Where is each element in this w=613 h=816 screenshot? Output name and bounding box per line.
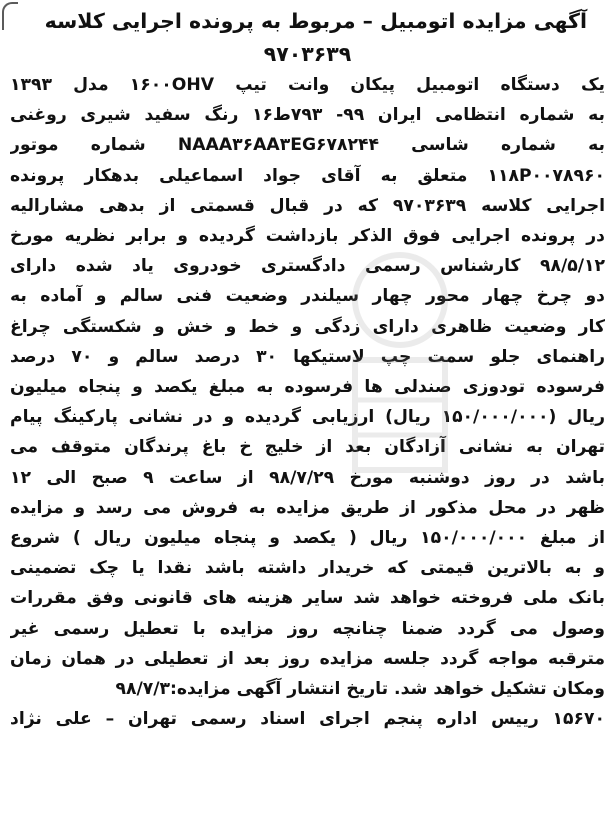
notice-title: آگهی مزایده اتومبیل – مربوط به پرونده اجرایی کلاسه (44, 9, 587, 33)
body-line: ظهر در محل مذکور از طریق مزایده به فروش می رسد و مزایده (10, 497, 605, 518)
notice-body (10, 70, 605, 704)
body-line: و به بالاترین قیمتی که خریدار داشته باشد نقدا یا چک تضمینی (10, 558, 605, 579)
body-line: دو چرخ چهار محور چهار سیلندر وضعیت فنی سالم و آماده به (10, 286, 605, 307)
clipping-corner-mark (2, 2, 18, 30)
body-line: ۱۱۸P۰۰۷۸۹۶۰ متعلق به آقای جواد اسماعیلی بدهکار پرونده (10, 165, 605, 186)
body-line: تهران به نشانی آزادگان بعد از خلیج خ باغ پرندگان متوقف می (10, 437, 605, 458)
body-line: راهنمای جلو سمت چپ لاستیکها ۳۰ درصد سالم و ۷۰ درصد (10, 346, 605, 367)
body-line: از مبلغ ۱۵۰/۰۰۰/۰۰۰ ریال ( یکصد و پنجاه میلیون ریال ) شروع (10, 528, 605, 549)
body-line: به شماره انتظامی ایران ۹۹- ۷۹۳ط۱۶ رنگ سفید شیری روغنی (10, 105, 605, 126)
body-line: به شماره شاسی NAAA۳۶AA۳EG۶۷۸۲۴۴ شماره موتور (10, 135, 605, 156)
body-line: در پرونده اجرایی فوق الذکر بازداشت گردیده و برابر نظریه مورخ (10, 226, 605, 247)
body-line: کار وضعیت ظاهری دارای زدگی و خط و خش و شکستگی چراغ (10, 316, 605, 337)
notice-case-number: ۹۷۰۳۶۳۹ (263, 42, 352, 66)
body-line: بانک ملی فروخته خواهد شد سایر هزینه های قانونی وفق مقررات (10, 588, 605, 609)
notice-signature: ۱۵۶۷۰ رییس اداره پنجم اجرای اسناد رسمی تهران – علی نژاد (10, 709, 605, 730)
body-line: ریال (۱۵۰/۰۰۰/۰۰۰ ریال) ارزیابی گردیده و در نشانی پارکینگ پیام (10, 407, 605, 428)
body-line: ۹۸/۵/۱۲ کارشناس رسمی دادگستری خودروی یاد شده دارای (10, 256, 605, 277)
body-line: فرسوده تودوزی صندلی ها فرسوده به مبلغ یکصد و پنجاه میلیون (10, 377, 605, 398)
body-line: اجرایی کلاسه ۹۷۰۳۶۳۹ که در قبال قسمتی از بدهی مشارالیه (10, 195, 605, 216)
body-line: ومکان تشکیل خواهد شد. تاریخ انتشار آگهی مزایده:۹۸/۷/۳ (115, 679, 605, 700)
body-line: وصول می گردد ضمنا چنانچه روز مزایده با تعطیل رسمی غیر (10, 618, 605, 639)
body-line: مترقبه مواجه گردد جلسه مزایده روز بعد از تعطیلی در همان زمان (10, 648, 605, 669)
body-line: باشد در روز دوشنبه مورخ ۹۸/۷/۲۹ از ساعت ۹ صبح الی ۱۲ (10, 467, 605, 488)
body-line: یک دستگاه اتومبیل پیکان وانت تیپ ۱۶۰۰OHV مدل ۱۳۹۳ (10, 75, 605, 95)
